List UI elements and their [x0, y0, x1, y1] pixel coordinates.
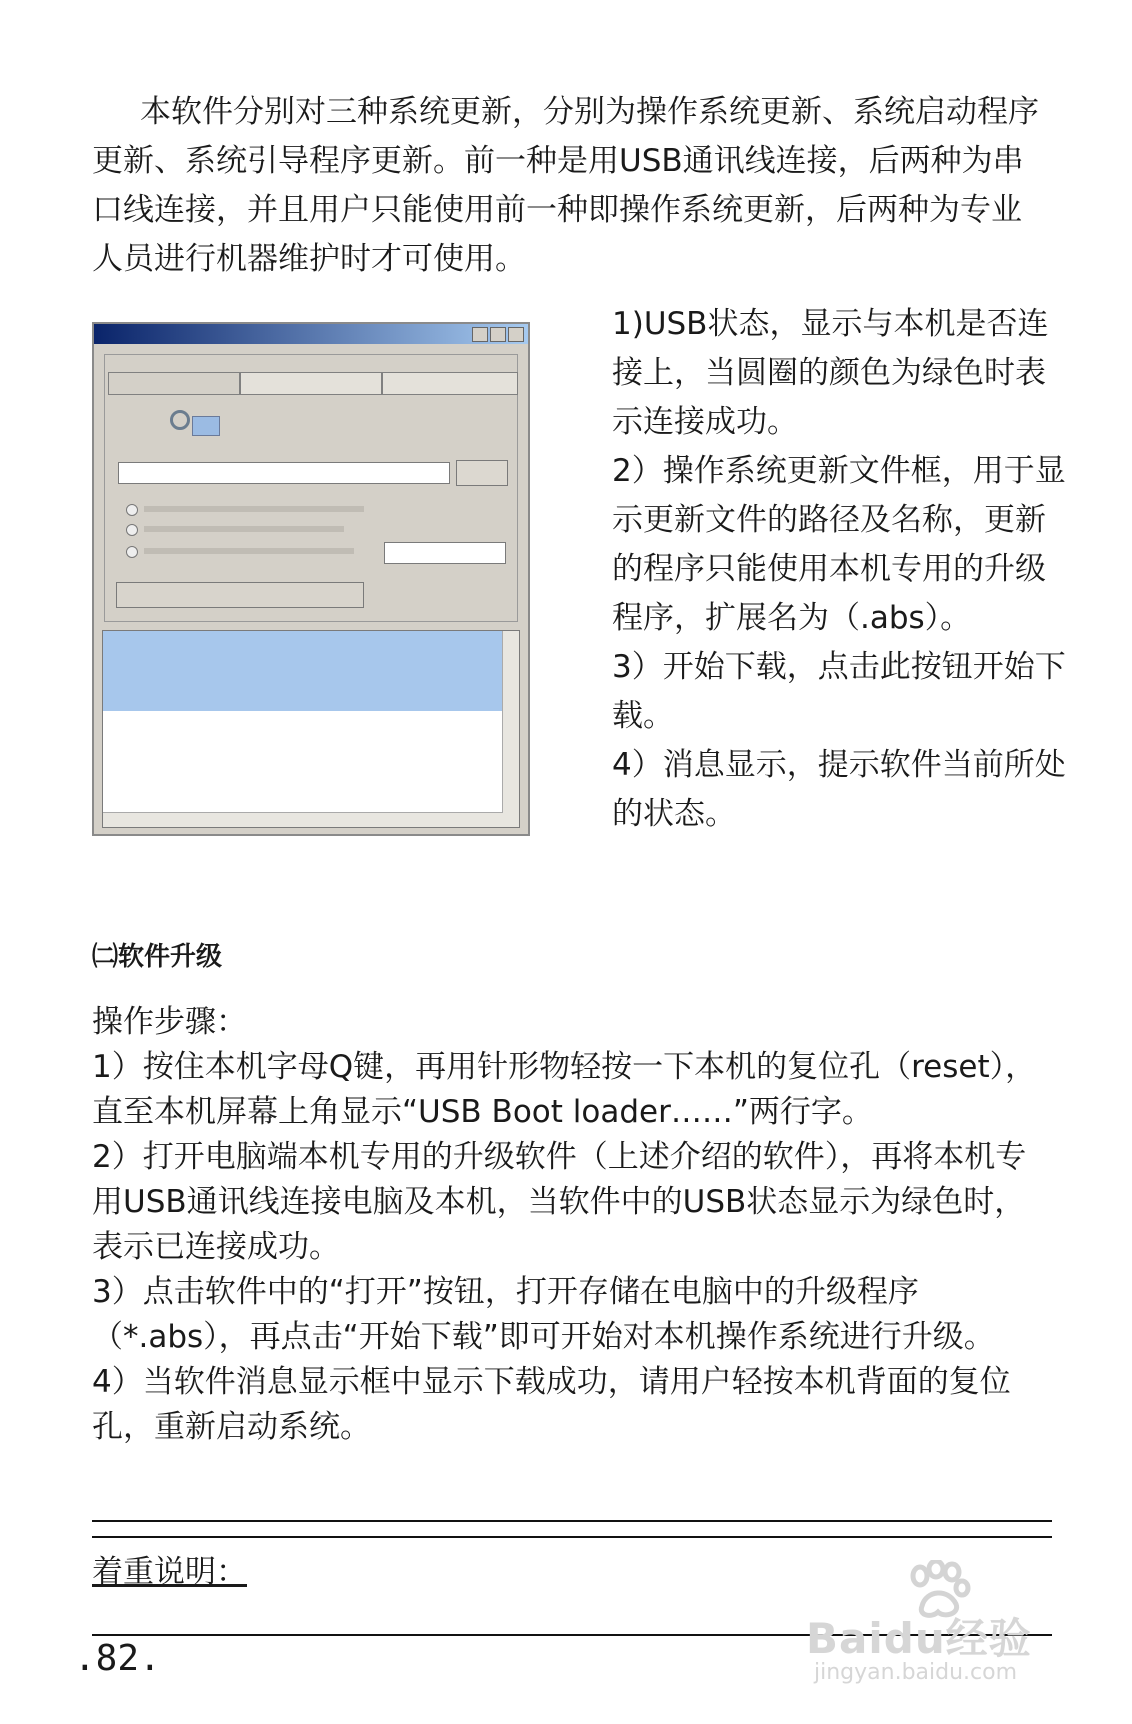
tab-loader-update	[382, 372, 518, 394]
section-title: ㈡软件升级	[92, 942, 223, 972]
message-selection	[103, 631, 503, 711]
usb-status-indicator	[192, 416, 220, 436]
legend-item-start-download: 3）开始下载，点击此按钮开始下载。	[612, 649, 1066, 734]
radio-label-1	[144, 506, 364, 512]
legend-item-usb-status: 1)USB状态，显示与本机是否连接上，当圆圈的颜色为绿色时表示连接成功。	[612, 306, 1049, 440]
legend-item-file-box: 2）操作系统更新文件框，用于显示更新文件的路径及名称，更新的程序只能使用本机专用的升级程序，扩展名为（.abs）。	[612, 453, 1066, 636]
minimize-icon	[472, 327, 488, 342]
radio-option-1	[126, 504, 138, 516]
start-download-button	[116, 582, 364, 608]
steps-list	[92, 1000, 1052, 1450]
step-3: 3）点击软件中的“打开”按钮，打开存储在电脑中的升级程序（*.abs），再点击“开始下载”即可开始对本机操作系统进行升级。	[92, 1274, 995, 1355]
step-2: 2）打开电脑端本机专用的升级软件（上述介绍的软件），再将本机专用USB通讯线连接电脑及本机，当软件中的USB状态显示为绿色时，表示已连接成功。	[92, 1139, 1027, 1265]
watermark	[806, 1556, 1076, 1696]
screenshot-legend	[612, 300, 1072, 839]
close-icon	[508, 327, 524, 342]
legend-item-message: 4）消息显示，提示软件当前所处的状态。	[612, 747, 1066, 832]
software-screenshot	[92, 322, 530, 836]
divider-second	[92, 1536, 1052, 1538]
update-file-field	[118, 462, 450, 484]
message-vertical-scrollbar	[502, 631, 519, 827]
tab-boot-update	[240, 372, 382, 394]
step-1: 1）按住本机字母Q键，再用针形物轻按一下本机的复位孔（reset），直至本机屏幕上角显示“USB Boot loader……”两行字。	[92, 1049, 1037, 1130]
open-button	[456, 460, 508, 486]
message-horizontal-scrollbar	[103, 812, 503, 827]
watermark-url: jingyan.baidu.com	[814, 1660, 1018, 1685]
step-4: 4）当软件消息显示框中显示下载成功，请用户轻按本机背面的复位孔，重新启动系统。	[92, 1364, 1011, 1445]
port-field	[384, 542, 506, 564]
watermark-brand: Baidu经验	[806, 1614, 1032, 1663]
tab-os-update	[108, 372, 240, 394]
steps-heading: 操作步骤：	[92, 1004, 247, 1040]
radio-label-2	[144, 526, 344, 532]
update-tabs	[108, 372, 518, 395]
maximize-icon	[490, 327, 506, 342]
intro-paragraph: 本软件分别对三种系统更新，分别为操作系统更新、系统启动程序更新、系统引导程序更新。前一种是用USB通讯线连接，后两种为串口线连接，并且用户只能使用前一种即操作系统更新，后两种为专业人员进行机器维护时才可使用。	[92, 94, 1039, 277]
divider-top	[92, 1520, 1052, 1522]
page-number: .82.	[74, 1638, 161, 1679]
note-heading: 着重说明：	[92, 1554, 247, 1590]
radio-label-3	[144, 548, 354, 554]
usb-status-icon	[170, 410, 190, 430]
message-display	[102, 630, 520, 828]
window-titlebar	[94, 324, 528, 344]
radio-option-2	[126, 524, 138, 536]
radio-option-3	[126, 546, 138, 558]
